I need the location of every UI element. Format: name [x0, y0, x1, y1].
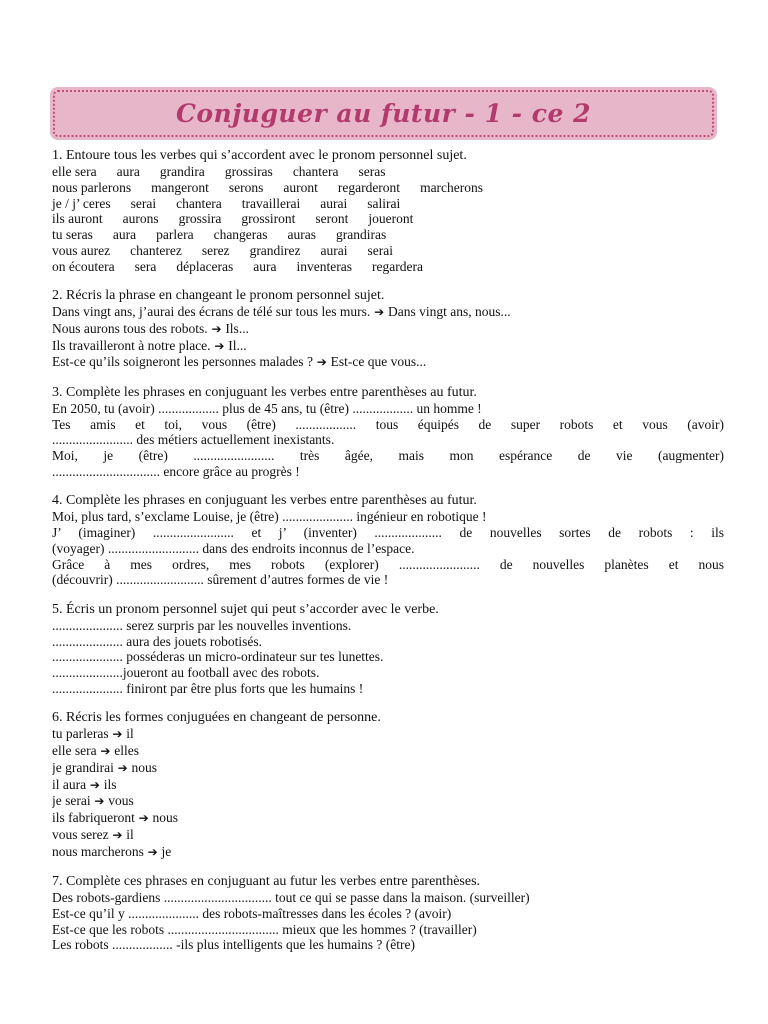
verb-row — [52, 164, 724, 180]
target-person: nous — [152, 810, 179, 826]
arrow-icon: ➔ — [370, 305, 388, 320]
verb-grid — [52, 164, 724, 275]
person-change-item — [52, 777, 724, 794]
person-change-item — [52, 844, 724, 861]
answer-start: Ils... — [225, 320, 249, 336]
person-change-item — [52, 827, 724, 844]
exercise-6-heading: 6. Récris les formes conjuguées en changeant de personne. — [52, 710, 381, 726]
person-change-item — [52, 810, 724, 827]
verb-word: aurai — [320, 242, 348, 258]
verb-word: auront — [283, 179, 318, 195]
verb-word: grossira — [178, 211, 222, 227]
verb-word: chanterez — [130, 242, 182, 258]
text-line: (découvrir) .......................... sûrement d’autres formes de vie ! — [52, 572, 389, 588]
rewrite-item — [52, 354, 724, 371]
verb-word: je / j’ ceres — [52, 195, 111, 211]
verb-row — [52, 211, 724, 227]
verb-row — [52, 196, 724, 212]
verb-word: serai — [130, 195, 157, 211]
person-change-item — [52, 743, 724, 760]
text-line: ..................... aura des jouets robotisés. — [52, 633, 262, 649]
target-person: vous — [108, 793, 134, 809]
verb-word: serez — [201, 242, 230, 258]
target-person: elles — [114, 743, 140, 759]
person-change-item — [52, 726, 724, 743]
verb-word: grossiront — [241, 211, 296, 227]
original-sentence: Ils travailleront à notre place. — [52, 337, 211, 353]
verb-word: tu seras — [52, 227, 93, 243]
target-person: il — [126, 827, 134, 842]
verb-word: changeras — [213, 227, 268, 243]
verb-word: regarderont — [337, 179, 401, 195]
verb-row — [52, 227, 724, 243]
verb-word: grandiras — [336, 227, 387, 243]
conjugated-form: il aura — [52, 776, 87, 792]
answer-start: Est-ce que vous... — [330, 354, 427, 370]
text-line: Moi, je (être) ........................ très âgée, mais mon espérance de vie (augmenter) — [52, 448, 724, 464]
verb-word: on écoutera — [52, 258, 115, 274]
exercise-3 — [52, 385, 724, 480]
verb-word: grandira — [159, 164, 205, 179]
exercise-5 — [52, 602, 724, 697]
arrow-icon: ➔ — [210, 338, 229, 353]
arrow-icon: ➔ — [90, 794, 109, 809]
arrow-icon: ➔ — [108, 828, 127, 842]
verb-word: chantera — [292, 164, 339, 179]
text-line: Est-ce qu’il y ..................... des robots-maîtresses dans les écoles ? (avoir) — [52, 905, 452, 921]
exercise-2 — [52, 288, 724, 371]
verb-word: elle sera — [52, 164, 97, 179]
text-line: Moi, plus tard, s’exclame Louise, je (être) ..................... ingénieur en robotique ! — [52, 509, 487, 525]
arrow-icon: ➔ — [113, 760, 132, 775]
verb-word: parlera — [156, 227, 194, 243]
text-line: ........................ des métiers actuellement inexistants. — [52, 432, 335, 448]
target-person: nous — [131, 759, 158, 775]
rewrite-item — [52, 338, 724, 355]
target-person: ils — [103, 776, 117, 792]
person-change-item — [52, 793, 724, 810]
conjugation-text — [52, 401, 724, 480]
verb-word: mangeront — [151, 179, 209, 195]
conjugated-form: vous serez — [52, 827, 109, 842]
verb-word: grandirez — [249, 242, 301, 258]
text-line: En 2050, tu (avoir) .................. plus de 45 ans, tu (être) .................. un homme ! — [52, 400, 482, 416]
exercise-3-heading: 3. Complète les phrases en conjuguant les verbes entre parenthèses au futur. — [52, 384, 477, 400]
verb-word: marcherons — [420, 179, 484, 195]
arrow-icon: ➔ — [312, 355, 331, 370]
answer-start: Dans vingt ans, nous... — [387, 304, 511, 320]
answer-start: Il... — [228, 337, 247, 353]
person-change-list — [52, 726, 724, 860]
title-banner — [50, 87, 717, 140]
text-line: Est-ce que les robots ................................. mieux que les hommes ? (travailler) — [52, 921, 477, 937]
verb-word: chantera — [176, 195, 222, 211]
verb-word: joueront — [368, 211, 414, 227]
verb-word: aura — [116, 164, 140, 179]
arrow-icon: ➔ — [96, 744, 115, 759]
text-line: J’ (imaginer) ........................ et j’ (inventer) .................... de nouvelles sortes de robots : ils — [52, 525, 724, 541]
original-sentence: Est-ce qu’ils soigneront les personnes malades ? — [52, 354, 313, 370]
verb-word: aurons — [122, 211, 159, 227]
rewrite-list — [52, 304, 724, 371]
text-line: .....................joueront au football avec des robots. — [52, 665, 320, 681]
conjugation-text — [52, 890, 724, 953]
verb-word: aura — [112, 227, 137, 243]
verb-word: serai — [367, 242, 393, 258]
verb-word: sera — [134, 258, 157, 274]
exercise-1-heading: 1. Entoure tous les verbes qui s’accordent avec le pronom personnel sujet. — [52, 148, 467, 163]
exercise-7 — [52, 874, 724, 953]
verb-word: aurai — [320, 195, 348, 211]
person-change-item — [52, 760, 724, 777]
original-sentence: Nous aurons tous des robots. — [52, 320, 208, 336]
pronoun-list — [52, 618, 724, 697]
text-line: Grâce à mes ordres, mes robots (explorer) ........................ de nouvelles planètes et nous — [52, 556, 724, 572]
target-person: il — [126, 726, 134, 742]
text-line: Les robots .................. -ils plus intelligents que les humains ? (être) — [52, 937, 415, 953]
verb-row — [52, 180, 724, 196]
page-title: Conjuguer au futur - 1 - ce 2 — [175, 99, 591, 128]
verb-row — [52, 243, 724, 259]
conjugation-text — [52, 509, 724, 588]
verb-row — [52, 259, 724, 275]
verb-word: serons — [228, 179, 264, 195]
verb-word: auras — [287, 227, 317, 243]
worksheet-content — [52, 148, 724, 967]
text-line: ................................ encore grâce au progrès ! — [52, 463, 300, 479]
arrow-icon: ➔ — [86, 777, 104, 792]
verb-word: seras — [358, 164, 386, 179]
text-line: ..................... posséderas un micro-ordinateur sur tes lunettes. — [52, 649, 384, 665]
arrow-icon: ➔ — [134, 811, 153, 826]
text-line: (voyager) ........................... dans des endroits inconnus de l’espace. — [52, 540, 415, 556]
exercise-2-heading: 2. Récris la phrase en changeant le pronom personnel sujet. — [52, 288, 385, 304]
exercise-5-heading: 5. Écris un pronom personnel sujet qui peut s’accorder avec le verbe. — [52, 601, 439, 617]
rewrite-item — [52, 321, 724, 338]
conjugated-form: nous marcherons — [52, 843, 144, 859]
conjugated-form: tu parleras — [52, 726, 109, 742]
verb-word: regardera — [372, 258, 423, 274]
verb-word: inventeras — [296, 258, 353, 274]
rewrite-item — [52, 304, 724, 321]
verb-word: aura — [253, 258, 277, 274]
verb-word: grossiras — [224, 164, 273, 179]
conjugated-form: ils fabriqueront — [52, 810, 135, 826]
verb-word: déplaceras — [176, 258, 234, 274]
exercise-1 — [52, 148, 724, 275]
verb-word: ils auront — [52, 211, 103, 227]
text-line: Tes amis et toi, vous (être) .................. tous équipés de super robots et vous (avoir) — [52, 416, 724, 432]
text-line: ..................... finiront par être plus forts que les humains ! — [52, 680, 364, 696]
arrow-icon: ➔ — [207, 321, 226, 336]
conjugated-form: je serai — [52, 793, 91, 809]
text-line: Des robots-gardiens ................................ tout ce qui se passe dans la maison. (surveiller) — [52, 890, 530, 906]
arrow-icon: ➔ — [143, 844, 162, 859]
original-sentence: Dans vingt ans, j’aurai des écrans de télé sur tous les murs. — [52, 304, 371, 320]
arrow-icon: ➔ — [108, 727, 127, 742]
exercise-7-heading: 7. Complète ces phrases en conjuguant au futur les verbes entre parenthèses. — [52, 874, 481, 890]
verb-word: vous aurez — [52, 242, 111, 258]
verb-word: nous parlerons — [52, 179, 132, 195]
target-person: je — [161, 843, 172, 859]
verb-word: salirai — [367, 195, 401, 211]
exercise-4 — [52, 493, 724, 588]
exercise-6 — [52, 710, 724, 860]
verb-word: travaillerai — [241, 195, 301, 211]
text-line: ..................... serez surpris par les nouvelles inventions. — [52, 617, 352, 633]
exercise-4-heading: 4. Complète les phrases en conjuguant les verbes entre parenthèses au futur. — [52, 493, 477, 509]
conjugated-form: je grandirai — [52, 759, 114, 775]
conjugated-form: elle sera — [52, 743, 97, 759]
verb-word: seront — [315, 211, 349, 227]
